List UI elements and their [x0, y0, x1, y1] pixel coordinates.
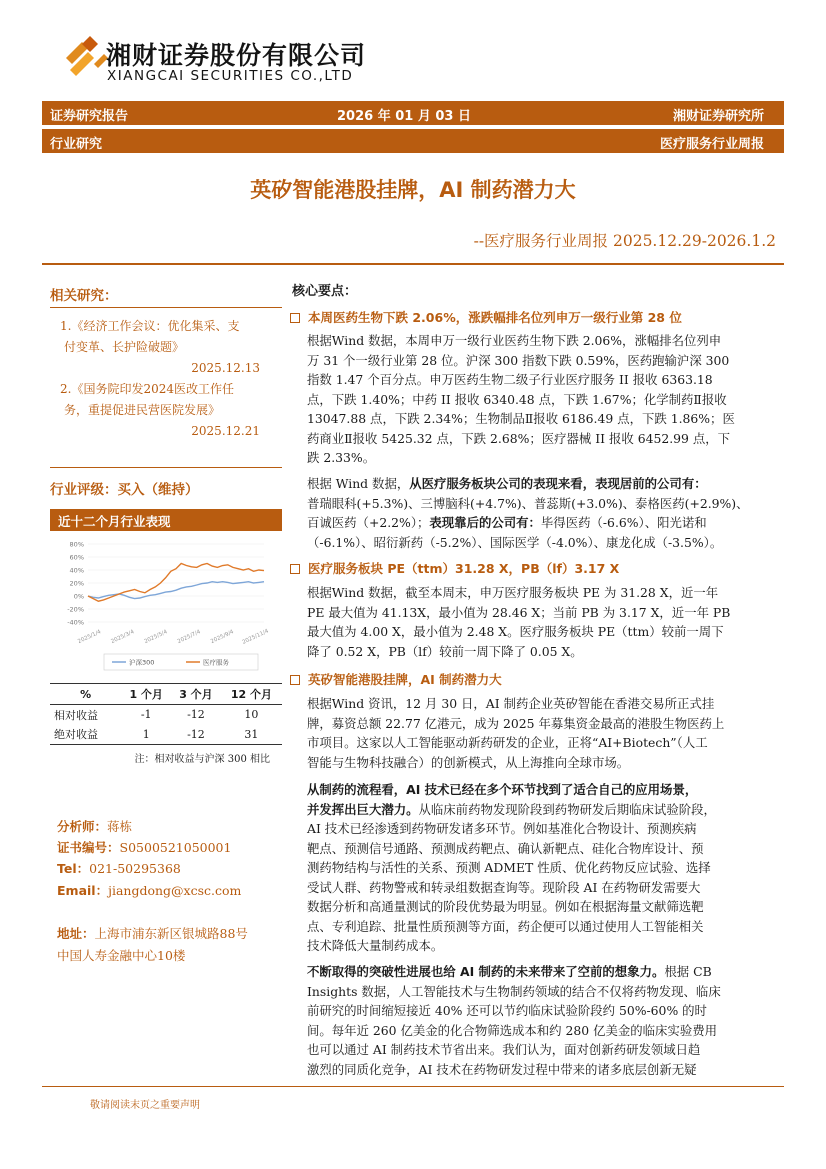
x-tick-label: 2025/9/4	[209, 629, 235, 646]
x-tick-label: 2025/1/4	[77, 629, 103, 646]
tel-number: 021-50295368	[89, 861, 181, 876]
text-run: 毕得医药（-6.6%）、阳光诺和	[540, 515, 707, 530]
related-divider	[50, 307, 282, 308]
table-header: 12 个月	[221, 684, 282, 705]
para-line	[307, 800, 775, 820]
series-line	[88, 564, 264, 602]
para-line	[307, 780, 775, 800]
related-item-2-line1[interactable]: 2.《国务院印发2024医改工作任	[60, 382, 234, 396]
related-research-heading: 相关研究：	[50, 288, 118, 304]
para-line: 牌，募资总额 22.77 亿港元，成为 2025 年募集资金最高的港股生物医药上	[307, 715, 725, 731]
report-type: 证券研究报告	[50, 109, 129, 124]
para-line: 前研究的时间缩短接近 40% 还可以节约临床试验阶段约 50%-60% 的时	[307, 1003, 707, 1018]
performance-table	[50, 683, 282, 745]
table-row	[50, 705, 282, 725]
report-date: 2026 年 01 月 03 日	[337, 109, 471, 124]
para-line: 智能与生物科技融合）的创新模式，从上海推向全球市场。	[307, 754, 630, 770]
para-line: AI 技术已经渗透到药物研发诸多环节。例如基准化合物设计、预测疾病	[307, 821, 697, 836]
address-line2: 中国人寿金融中心10楼	[57, 948, 186, 963]
y-tick-label: 60%	[69, 553, 84, 562]
y-tick-label: 40%	[69, 566, 84, 575]
section-3-heading	[290, 670, 502, 688]
para-line: 靶点、预测信号通路、预测成药靶点、确认新靶点、硅化合物库设计、预	[307, 840, 704, 856]
para-line: 数据分析和高通量测试的阶段优势最为明显。例如在根据海量文献筛选靶	[307, 899, 704, 914]
section-3-title: 英矽智能港股挂牌，AI 制药潜力大	[308, 672, 502, 687]
footer-disclaimer[interactable]: 敬请阅读末页之重要声明	[90, 1100, 200, 1111]
company-logo-icon	[60, 34, 110, 84]
table-header: %	[50, 684, 121, 705]
institute-name: 湘财证券研究所	[672, 109, 764, 124]
table-cell: 绝对收益	[50, 725, 121, 745]
analyst-label: 分析师：	[57, 819, 108, 834]
table-cell: -1	[140, 708, 152, 722]
section-1-title: 本周医药生物下跌 2.06%，涨跌幅排名位列申万一级行业第 28 位	[308, 310, 682, 325]
y-tick-label: -20%	[67, 605, 84, 614]
email-address[interactable]: jiangdong@xcsc.com	[108, 883, 242, 898]
para-line: 13047.88 点，下跌 2.34%；生物制品Ⅱ报收 6186.49 点，下跌 1.86%；医	[307, 411, 735, 426]
industry-performance-chart	[54, 538, 282, 680]
section-1-para-1	[307, 331, 775, 468]
header-bar-bottom	[42, 129, 784, 153]
industry-rating: 行业评级：买入（维持）	[50, 482, 199, 498]
report-series: 医疗服务行业周报	[659, 137, 764, 152]
x-tick-label: 2025/7/4	[176, 629, 202, 646]
para-line: 间。每年近 260 亿美金的化合物筛选成本和约 280 亿美金的临床实验费用	[307, 1022, 717, 1038]
table-note: 注：相对收益与沪深 300 相比	[134, 754, 270, 765]
analyst-name: 蒋栋	[107, 819, 133, 834]
section-2-para	[307, 583, 775, 661]
related-list	[50, 316, 282, 442]
para-line: 根据Wind 数据，截至本周末，申万医疗服务板块 PE 为 31.28 X，近一年	[307, 585, 719, 600]
para-line	[307, 962, 775, 982]
text-run: 根据 CB	[664, 964, 712, 979]
bold-run: 表现靠后的公司有：	[429, 515, 541, 530]
legend-box	[104, 654, 258, 670]
title-divider	[42, 263, 784, 265]
bold-run: 并发挥出巨大潜力。	[307, 801, 419, 817]
cert-line	[57, 838, 231, 856]
para-line: 受试人群、药物警戒和转录组数据查询等。现阶段 AI 在药物研发需要大	[307, 879, 701, 895]
address-line	[57, 924, 248, 942]
para-line: 点、专利追踪、批量性质预测等方面，药企便可以通过使用人工智能相关	[307, 918, 704, 934]
x-tick-label: 2025/3/4	[110, 629, 136, 646]
table-cell: 相对收益	[54, 708, 98, 722]
text-run: 百诚医药（+2.2%）；	[307, 515, 430, 530]
x-tick-label: 2025/5/4	[143, 629, 169, 646]
related-item-1-date: 2025.12.13	[191, 361, 260, 375]
checkbox-bullet-icon	[290, 675, 300, 685]
para-line: 激烈的同质化竞争，AI 技术在药物研发过程中带来的诸多底层创新无疑	[307, 1061, 697, 1077]
cert-label: 证书编号：	[57, 840, 120, 855]
research-category: 行业研究	[50, 137, 103, 152]
para-line: PE 最大值为 41.13X，最小值为 28.46 X；当前 PB 为 3.17 X，近一年 PB	[307, 604, 731, 620]
table-cell: 31	[221, 725, 282, 745]
cert-number: S0500521050001	[119, 840, 232, 855]
section-1-para-2	[307, 474, 775, 552]
company-name-en: XIANGCAI SECURITIES CO.,LTD	[107, 68, 354, 84]
para-line: 普瑞眼科(+5.3%)、三博脑科(+4.7%)、普蕊斯(+3.0%)、泰格医药(+2.9%)、	[307, 495, 749, 511]
rating-divider-top	[50, 467, 282, 468]
y-tick-label: 0%	[73, 592, 84, 601]
analyst-line	[57, 817, 132, 835]
table-header: 3 个月	[171, 684, 221, 705]
table-row	[50, 725, 282, 745]
para-line: 技术降低大量制药成本。	[307, 938, 444, 953]
para-line: 根据Wind 资讯，12 月 30 日，AI 制药企业英矽智能在香港交易所正式挂	[307, 696, 715, 711]
tel-line	[57, 859, 181, 877]
section-2-title: 医疗服务板块 PE（ttm）31.28 X，PB（lf）3.17 X	[308, 561, 620, 576]
para-line: 指数 1.47 个百分点。申万医药生物二级子行业医疗服务 II 报收 6363.18	[307, 372, 713, 387]
tel-label: Tel：	[57, 861, 90, 876]
address-label: 地址：	[57, 926, 95, 941]
para-line: 测药物结构与活性的关系、预测 ADMET 性质、优化药物反应试验、选择	[307, 860, 711, 875]
table-cell: -12	[171, 725, 221, 745]
section-1-heading	[290, 308, 682, 326]
para-line: 降了 0.52 X，PB（lf）较前一周下降了 0.05 X。	[307, 643, 583, 659]
twelve-month-perf-title: 近十二个月行业表现	[50, 509, 282, 531]
text-run: 从临床前药物发现阶段到药物研发后期临床试验阶段，	[418, 801, 716, 817]
checkbox-bullet-icon	[290, 313, 300, 323]
x-tick-label: 2025/11/4	[241, 628, 270, 646]
section-3-para-1	[307, 694, 775, 772]
para-line	[307, 474, 775, 494]
para-line: 也可以通过 AI 制药技术节省出来。我们认为，面对创新药研发领域日趋	[307, 1042, 701, 1057]
legend-label: 医疗服务	[203, 658, 229, 667]
email-line	[57, 881, 241, 899]
para-line: 跌 2.33%。	[307, 450, 376, 465]
para-line	[307, 513, 775, 533]
para-line: Insights 数据，人工智能技术与生物制药领域的结合不仅将药物发现、临床	[307, 983, 721, 999]
checkbox-bullet-icon	[290, 564, 300, 574]
section-3-para-2	[307, 780, 775, 956]
table-cell: -12	[187, 708, 205, 722]
company-name-cn: 湘财证券股份有限公司	[106, 41, 367, 70]
related-item-2-line2[interactable]: 务，重提促进民营医院发展》	[64, 403, 221, 417]
para-line: 点，下跌 1.40%；中药 II 报收 6340.48 点，下跌 1.67%；化学制药Ⅱ报收	[307, 391, 727, 407]
section-3-para-3	[307, 962, 775, 1079]
para-line: 根据Wind 数据，本周申万一级行业医药生物下跌 2.06%，涨幅排名位列申	[307, 333, 722, 348]
related-item-2-date: 2025.12.21	[191, 424, 260, 438]
y-tick-label: 80%	[69, 540, 84, 549]
para-line: 最大值为 4.00 X，最小值为 2.48 X。医疗服务板块 PE（ttm）较前一周下	[307, 624, 724, 639]
related-item-1-line2[interactable]: 付变革、长护险破题》	[64, 340, 185, 354]
related-item-1-line1[interactable]: 1.《经济工作会议：优化集采、支	[60, 319, 240, 333]
para-line: 药商业Ⅱ报收 5425.32 点，下跌 2.68%；医疗器械 II 报收 6452.99 点，下	[307, 430, 731, 446]
text-run: 根据 Wind 数据，	[307, 476, 410, 491]
report-title: 英矽智能港股挂牌，AI 制药潜力大	[250, 178, 576, 202]
email-label: Email：	[57, 883, 109, 898]
header-bar-top	[42, 101, 784, 125]
para-line: 市项目。这家以人工智能驱动新药研发的企业，正将“AI+Biotech”（人工	[307, 735, 708, 750]
table-cell: 1	[121, 725, 171, 745]
bold-run: 不断取得的突破性进展也给 AI 制药的未来带来了空前的想象力。	[307, 964, 665, 979]
table-header: 1 个月	[121, 684, 171, 705]
y-tick-label: 20%	[69, 579, 84, 588]
core-points-heading: 核心要点：	[292, 284, 358, 299]
bold-run: 从医疗服务板块公司的表现来看，表现居前的公司有：	[409, 476, 707, 491]
legend-label: 沪深300	[129, 658, 155, 667]
para-line: （-6.1%）、昭衍新药（-5.2%）、国际医学（-4.0%）、康龙化成（-3.5%）。	[307, 534, 723, 550]
bold-run: 从制药的流程看，AI 技术已经在多个环节找到了适合自己的应用场景，	[307, 782, 698, 797]
para-line: 万 31 个一级行业第 28 位。沪深 300 指数下跌 0.59%，医药跑输沪深 300	[307, 352, 730, 368]
report-subtitle: --医疗服务行业周报 2025.12.29-2026.1.2	[473, 232, 776, 250]
address-line1: 上海市浦东新区银城路88号	[94, 926, 248, 941]
footer-divider	[42, 1086, 784, 1087]
y-tick-label: -40%	[67, 618, 84, 627]
table-cell: 10	[244, 708, 259, 722]
section-2-heading	[290, 559, 619, 577]
